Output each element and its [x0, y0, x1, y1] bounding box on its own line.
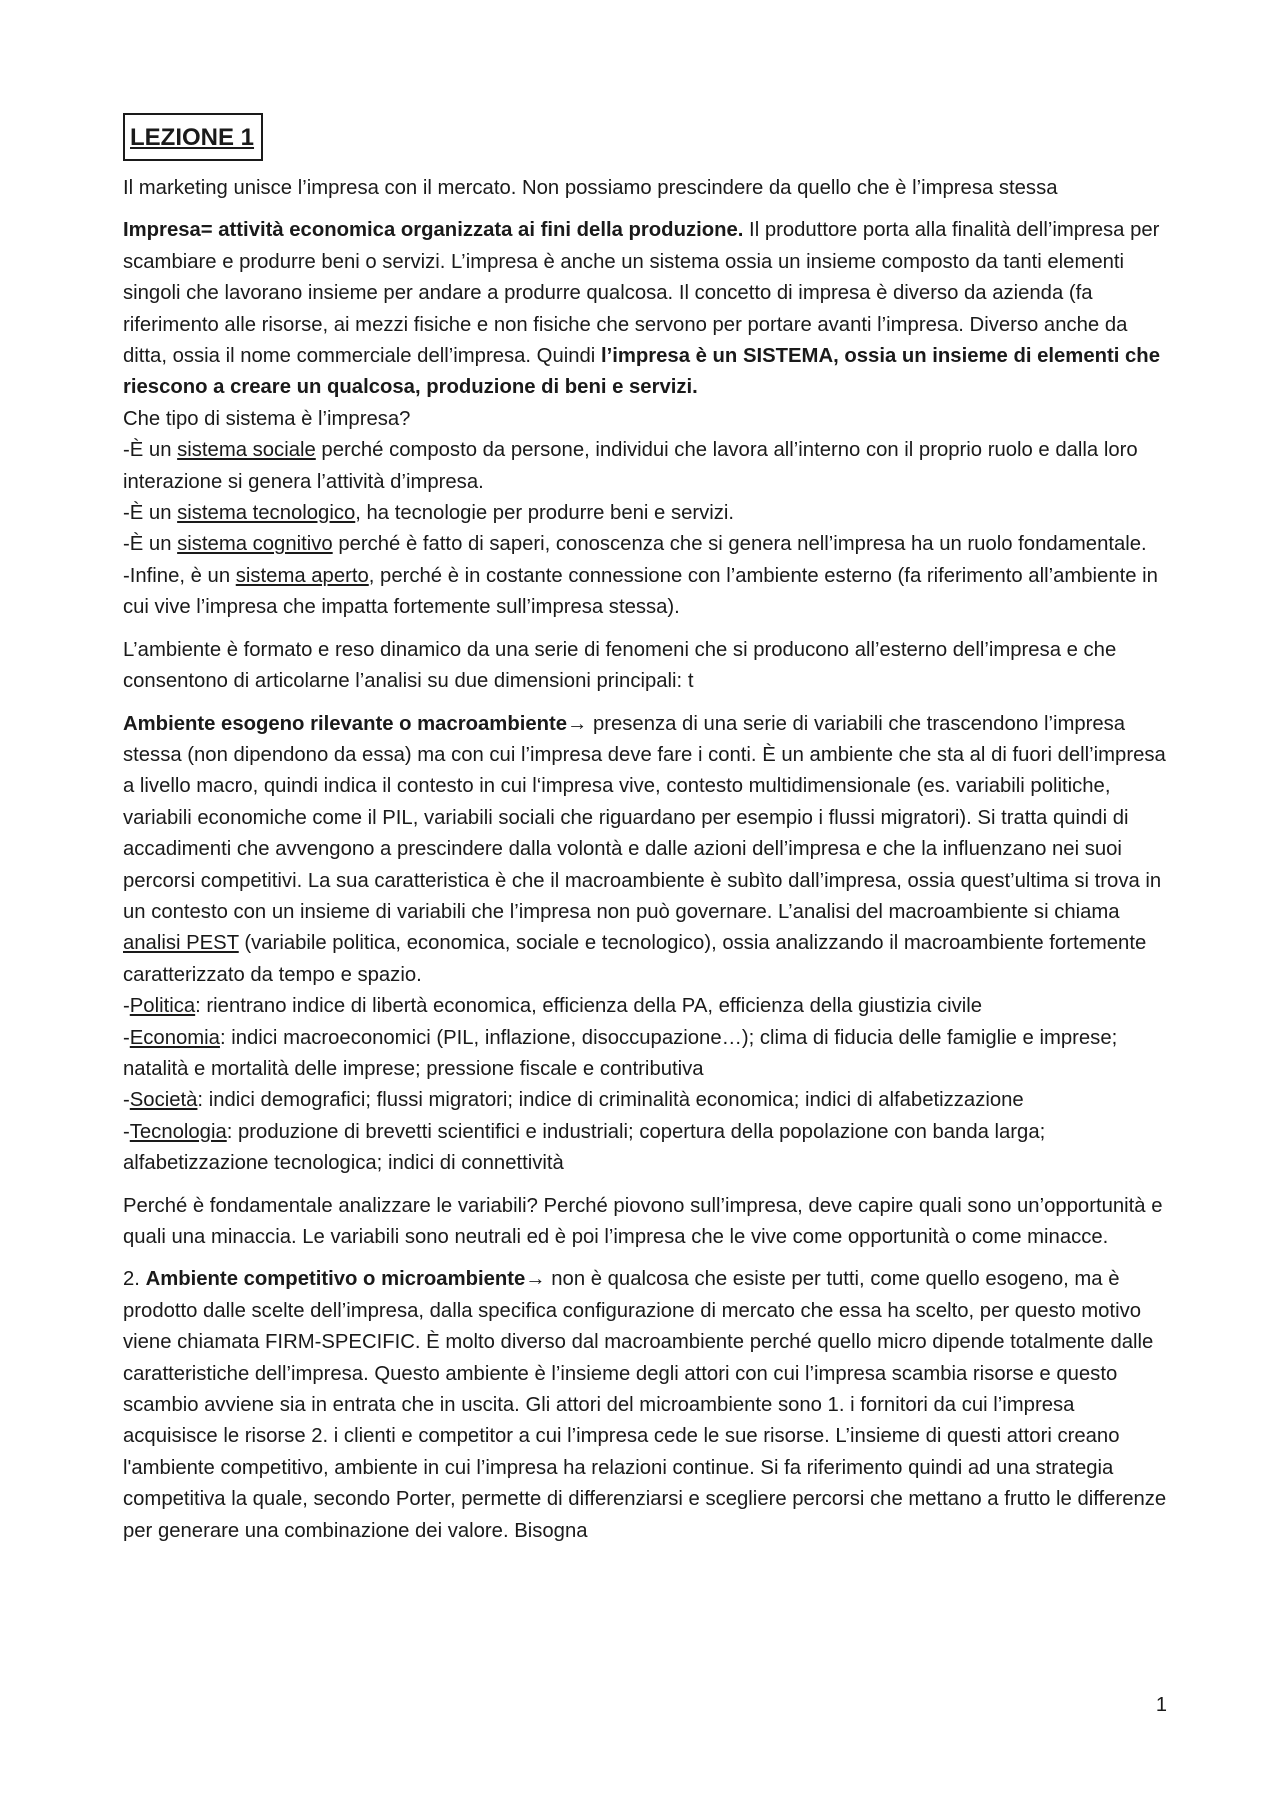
arrow-icon: →	[525, 1268, 546, 1291]
arrow-icon: →	[567, 712, 588, 735]
analisi-pest-term: analisi PEST	[123, 932, 239, 955]
pest-tecnologia-item: -Tecnologia: produzione di brevetti scientifici e industriali; copertura della popolazione con banda larga; alfabetizzazione tecnologica; indici di connettività	[123, 1120, 1046, 1175]
sistema-sociale-item: -È un sistema sociale perché composto da persone, individui che lavora all’interno con il proprio ruolo e dalla loro interazione si genera l’attività d’impresa.	[123, 439, 1138, 493]
impresa-definition: Impresa= attività economica organizzata ai fini della produzione.	[123, 219, 744, 242]
macroambiente-heading: Ambiente esogeno rilevante o macroambiente	[123, 712, 568, 735]
page-number: 1	[1155, 1694, 1167, 1716]
lesson-title: LEZIONE 1	[123, 113, 263, 161]
document-body	[123, 113, 1173, 1547]
variabili-paragraph: Perché è fondamentale analizzare le variabili? Perché piovono sull’impresa, deve capire quali sono un’opportunità e quali una minaccia. Le variabili sono neutrali ed è poi l’impresa che le vive come opportunità o come minacce.	[123, 1194, 1163, 1248]
impresa-sistema: l’impresa è un SISTEMA, ossia un insieme di elementi che riescono a creare un qualcosa, produzione di beni e servizi.	[123, 345, 1160, 399]
impresa-text: Il produttore porta alla finalità dell’impresa per scambiare e produrre beni o servizi. L’impresa è anche un sistema ossia un insieme composto da tanti elementi singoli che lavorano insieme per andare a produrre qualcosa. Il concetto di impresa è diverso da azienda (fa riferimento alle risorse, ai mezzi fisiche e non fisiche che servono per portare avanti l’impresa. Diverso anche da ditta, ossia il nome commerciale dell’impresa. Quindi	[123, 219, 1160, 368]
pest-societa-item: -Società: indici demografici; flussi migratori; indice di criminalità economica; indici di alfabetizzazione	[123, 1089, 1024, 1112]
pest-economia-item: -Economia: indici macroeconomici (PIL, inflazione, disoccupazione…); clima di fiducia delle famiglie e imprese; natalità e mortalità delle imprese; pressione fiscale e contributiva	[123, 1026, 1118, 1080]
macroambiente-paragraph: Ambiente esogeno rilevante o macroambiente→ presenza di una serie di variabili che trascendono l’impresa stessa (non dipendono da essa) ma con cui l’impresa deve fare i conti. È un ambiente che sta al di fuori dell’impresa a livello macro, quindi indica il contesto in cui l‘impresa vive, contesto multidimensionale (es. variabili politiche, variabili economiche come il PIL, variabili sociali che riguardano per esempio i flussi migratori). Si tratta quindi di accadimenti che avvengono a prescindere dalla volontà e dalle azioni dell’impresa e che la influenzano nei suoi percorsi competitivi. La sua caratteristica è che il macroambiente è subìto dall’impresa, ossia quest’ultima si trova in un contesto con un insieme di variabili che l’impresa non può governare. L’analisi del macroambiente si chiama analisi PEST (variabile politica, economica, sociale e tecnologico), ossia analizzando il macroambiente fortemente caratterizzato da tempo e spazio. -Politica: rientrano indice di libertà economica, efficienza della PA, efficienza della giustizia civile -Economia: indici macroeconomici (PIL, inflazione, disoccupazione…); clima di fiducia delle famiglie e imprese; natalità e mortalità delle imprese; pressione fiscale e contributiva -Società: indici demografici; flussi migratori; indice di criminalità economica; indici di alfabetizzazione -Tecnologia: produzione di brevetti scientifici e industriali; copertura della popolazione con banda larga; alfabetizzazione tecnologica; indici di connettività	[123, 709, 1173, 1180]
sistema-tecnologico-term: sistema tecnologico	[177, 502, 356, 525]
impresa-paragraph	[123, 215, 1173, 623]
sistema-sociale-term: sistema sociale	[177, 439, 316, 462]
sistema-cognitivo-term: sistema cognitivo	[177, 533, 333, 556]
sistema-question: Che tipo di sistema è l’impresa?	[123, 407, 411, 430]
ambiente-paragraph: L’ambiente è formato e reso dinamico da una serie di fenomeni che si producono all’esterno dell’impresa e che consentono di articolarne l’analisi su due dimensioni principali: t	[123, 638, 1117, 693]
sistema-aperto-item: -Infine, è un sistema aperto, perché è in costante connessione con l’ambiente esterno (fa riferimento all’ambiente in cui vive l’impresa che impatta fortemente sull’impresa stessa).	[123, 564, 1158, 619]
sistema-cognitivo-item: -È un sistema cognitivo perché è fatto di saperi, conoscenza che si genera nell’impresa ha un ruolo fondamentale.	[123, 533, 1147, 556]
microambiente-paragraph: 2. Ambiente competitivo o microambiente→ non è qualcosa che esiste per tutti, come quello esogeno, ma è prodotto dalle scelte dell’impresa, dalla specifica configurazione di mercato che essa ha scelto, per questo motivo viene chiamata FIRM-SPECIFIC. È molto diverso dal macroambiente perché quello micro dipende totalmente dalle caratteristiche dell’impresa. Questo ambiente è l’insieme degli attori con cui l’impresa scambia risorse e questo scambio avviene sia in entrata che in uscita. Gli attori del microambiente sono 1. i fornitori da cui l’impresa acquisisce le risorse 2. i clienti e competitor a cui l’impresa cede le sue risorse. L’insieme di questi attori creano l'ambiente competitivo, ambiente in cui l’impresa ha relazioni continue. Si fa riferimento quindi ad una strategia competitiva la quale, secondo Porter, permette di differenziarsi e scegliere percorsi che mettano a frutto le differenze per generare una combinazione dei valore. Bisogna	[123, 1268, 1167, 1542]
pest-politica-item: -Politica: rientrano indice di libertà economica, efficienza della PA, efficienza della giustizia civile	[123, 995, 983, 1018]
sistema-aperto-term: sistema aperto	[235, 564, 369, 587]
sistema-tecnologico-item: -È un sistema tecnologico, ha tecnologie per produrre beni e servizi.	[123, 502, 735, 525]
microambiente-heading: Ambiente competitivo o microambiente	[145, 1268, 526, 1291]
intro-paragraph: Il marketing unisce l’impresa con il mercato. Non possiamo prescindere da quello che è l’impresa stessa	[123, 177, 1058, 199]
